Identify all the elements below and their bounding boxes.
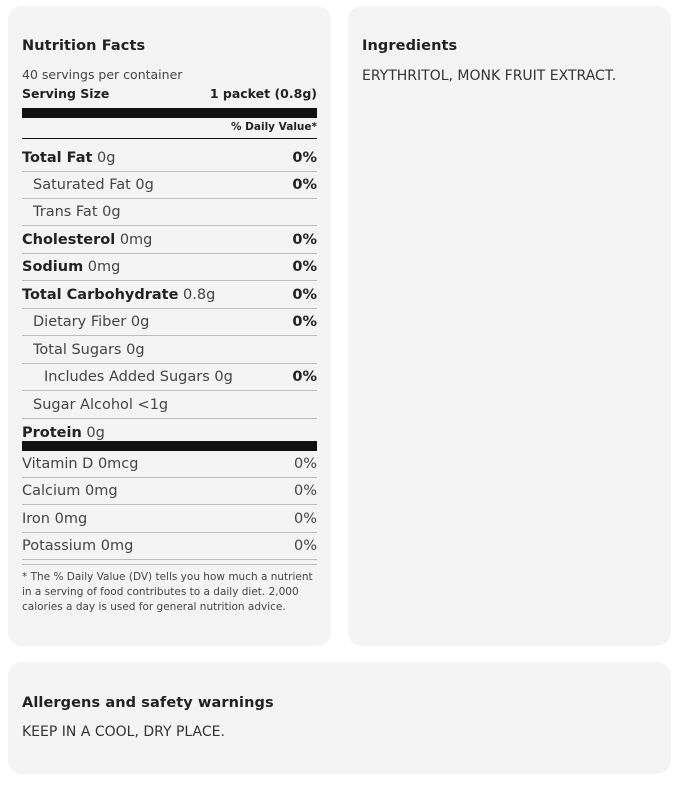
nutrient-dv: 0% xyxy=(293,456,317,472)
micronutrient-row-iron xyxy=(22,506,317,533)
nutrient-label: Sodium xyxy=(22,259,84,275)
serving-size-label: Serving Size xyxy=(22,86,110,101)
nutrient-label: Vitamin D xyxy=(22,456,94,472)
nutrient-row-added-sugars xyxy=(22,364,317,391)
allergens-text: KEEP IN A COOL, DRY PLACE. xyxy=(22,724,225,740)
nutrient-row-total-carbohydrate xyxy=(22,282,317,309)
nutrient-dv: 0% xyxy=(292,232,317,248)
nutrient-row-dietary-fiber xyxy=(22,309,317,336)
nutrient-label: Total Carbohydrate xyxy=(22,287,179,303)
nutrient-label: Trans Fat xyxy=(33,204,98,220)
nutrient-label: Cholesterol xyxy=(22,232,116,248)
thick-divider xyxy=(22,108,317,118)
servings-per-container: 40 servings per container xyxy=(22,67,183,82)
nutrition-facts-title: Nutrition Facts xyxy=(22,38,146,54)
daily-value-footnote: * The % Daily Value (DV) tells you how much a nutrient in a serving of food contributes to a daily diet. 2,000 calories a day is used for general nutrition advice. xyxy=(22,571,313,613)
ingredients-card xyxy=(348,6,671,646)
nutrient-label: Sugar Alcohol xyxy=(33,397,133,413)
nutrient-label: Total Fat xyxy=(22,150,93,166)
nutrient-label: Iron xyxy=(22,511,50,527)
nutrient-row-total-fat xyxy=(22,145,317,172)
nutrient-amount: 0g xyxy=(135,177,154,193)
allergens-title: Allergens and safety warnings xyxy=(22,695,274,711)
nutrient-amount: 0g xyxy=(214,369,233,385)
nutrient-amount: <1g xyxy=(137,397,169,413)
serving-size-row xyxy=(22,86,317,101)
daily-value-header: % Daily Value* xyxy=(231,121,317,133)
thick-divider xyxy=(22,441,317,451)
nutrient-row-sodium xyxy=(22,254,317,281)
nutrient-dv: 0% xyxy=(293,511,317,527)
nutrient-row-saturated-fat xyxy=(22,172,317,199)
nutrient-row-trans-fat xyxy=(22,199,317,226)
nutrient-amount: 0g xyxy=(126,342,145,358)
nutrient-label: Total Sugars xyxy=(33,342,122,358)
nutrient-label: Potassium xyxy=(22,538,97,554)
nutrient-row-cholesterol xyxy=(22,227,317,254)
nutrient-label: Dietary Fiber xyxy=(33,314,127,330)
nutrient-row-total-sugars xyxy=(22,337,317,364)
divider xyxy=(22,138,317,139)
nutrient-amount: 0mg xyxy=(54,511,88,527)
micronutrient-row-vitamin-d xyxy=(22,451,317,478)
nutrient-amount: 0g xyxy=(97,150,116,166)
nutrient-amount: 0mg xyxy=(87,259,121,275)
nutrient-amount: 0mg xyxy=(84,483,118,499)
ingredients-title: Ingredients xyxy=(362,38,458,54)
allergens-card xyxy=(8,662,671,774)
divider xyxy=(22,564,317,565)
nutrient-label: Protein xyxy=(22,424,82,441)
nutrient-amount: 0mcg xyxy=(97,456,139,472)
nutrient-amount: 0g xyxy=(102,204,121,220)
nutrient-dv: 0% xyxy=(292,287,317,303)
nutrient-dv: 0% xyxy=(292,314,317,330)
nutrient-dv: 0% xyxy=(292,177,317,193)
nutrient-amount: 0mg xyxy=(119,232,153,248)
nutrient-amount: 0.8g xyxy=(183,287,216,303)
nutrient-dv: 0% xyxy=(292,369,317,385)
ingredients-text: ERYTHRITOL, MONK FRUIT EXTRACT. xyxy=(362,68,617,84)
nutrient-dv: 0% xyxy=(293,483,317,499)
micronutrient-row-calcium xyxy=(22,478,317,505)
serving-size-value: 1 packet (0.8g) xyxy=(209,86,317,101)
nutrient-label: Saturated Fat xyxy=(33,177,131,193)
micronutrient-row-potassium xyxy=(22,533,317,560)
nutrient-amount: 0mg xyxy=(100,538,134,554)
nutrient-dv: 0% xyxy=(292,259,317,275)
nutrient-label: Includes Added Sugars xyxy=(44,369,210,385)
nutrient-amount: 0g xyxy=(130,314,150,330)
nutrient-row-sugar-alcohol xyxy=(22,392,317,419)
nutrient-dv: 0% xyxy=(292,150,317,166)
nutrient-label: Calcium xyxy=(22,483,81,499)
nutrition-facts-card xyxy=(8,6,331,646)
nutrient-amount: 0g xyxy=(86,424,105,441)
nutrient-dv: 0% xyxy=(293,538,317,554)
